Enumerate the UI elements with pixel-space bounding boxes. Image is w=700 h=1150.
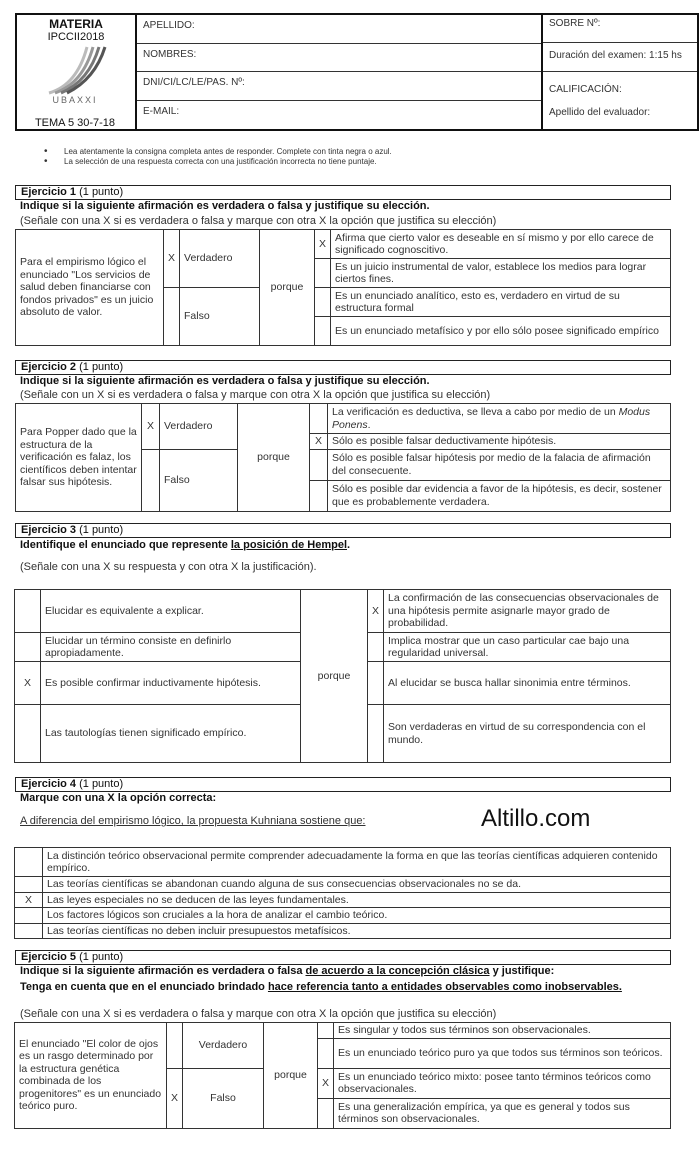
option-mark-box[interactable]: [15, 877, 43, 893]
option-mark-box[interactable]: X: [15, 892, 43, 908]
exercise-2-table: [15, 403, 671, 512]
option-text: Las teorías científicas se abandonan cuando alguna de sus consecuencias observacionales no se da.: [43, 877, 671, 893]
justification-text: Al elucidar se busca hallar sinonimia entre términos.: [384, 662, 671, 705]
dni-field[interactable]: DNI/CI/LC/LE/PAS. Nº:: [137, 72, 541, 101]
answer-mark-box[interactable]: [15, 705, 41, 763]
ubaxxi-logo-icon: [47, 45, 107, 95]
exercise-3-table: [14, 589, 671, 763]
option-mark-box[interactable]: X: [310, 434, 328, 450]
answer-text: Elucidar un término consiste en definirlo apropiadamente.: [41, 633, 301, 662]
option-text: Sólo es posible falsar hipótesis por medio de la falacia de afirmación del consecuente.: [328, 449, 671, 480]
instruction-item: • Lea atentamente la consigna completa antes de responder. Complete con tinta negra o azul.: [44, 147, 392, 157]
option-text: Las leyes especiales no se deducen de las leyes fundamentales.: [43, 892, 671, 908]
option-mark-box[interactable]: [310, 404, 328, 434]
duracion-label: Duración del examen: 1:15 hs: [543, 43, 697, 72]
exercise-number: Ejercicio 5: [21, 951, 77, 963]
exercise-4-table: [14, 847, 671, 939]
instruction-underlined: la posición de Hempel: [230, 539, 348, 551]
instruction-text: Indique si la siguiente afirmación es verdadera o falsa: [20, 965, 306, 977]
answer-text: Las tautologías tienen significado empírico.: [41, 705, 301, 763]
exercise-points: (1 punto): [76, 186, 124, 198]
option-text: La distinción teórico observacional permite comprender adecuadamente la forma en que las teorías científicas adquieren contenido empírico.: [43, 848, 671, 877]
exercise-points: (1 punto): [76, 524, 124, 536]
materia-code: IPCCII2018: [47, 31, 105, 43]
instruction-text: Tenga en cuenta que en el enunciado brindado: [20, 981, 268, 993]
justification-mark-box[interactable]: [368, 633, 384, 662]
true-mark-box[interactable]: [167, 1023, 183, 1069]
option-mark-box[interactable]: [315, 288, 331, 317]
option-text: Las teorías científicas no deben incluir presupuestos metafísicos.: [43, 923, 671, 939]
true-mark-box[interactable]: X: [164, 230, 180, 288]
exercise-3-title: [15, 523, 671, 538]
exercise-1-title: [15, 185, 671, 200]
exercise-5-subinstruction: (Señale con una X si es verdadera o falsa y marque con otra X la opción que justifica su elección): [20, 1008, 497, 1020]
option-mark-box[interactable]: [315, 259, 331, 288]
answer-text: Es posible confirmar inductivamente hipótesis.: [41, 662, 301, 705]
materia-label: MATERIA: [49, 17, 103, 31]
option-text: Es un juicio instrumental de valor, establece los medios para lograr ciertos fines.: [331, 259, 671, 288]
answer-text: Elucidar es equivalente a explicar.: [41, 590, 301, 633]
exercise-5-table: [14, 1022, 671, 1129]
instruction-text: .: [347, 539, 351, 551]
option-text: Es un enunciado metafísico y por ello sólo posee significado empírico: [331, 317, 671, 346]
porque-label: porque: [264, 1023, 318, 1129]
justification-text: Son verdaderas en virtud de su correspondencia con el mundo.: [384, 705, 671, 763]
false-label: Falso: [160, 449, 238, 511]
option-mark-box[interactable]: [318, 1098, 334, 1128]
statement: Para Popper dado que la estructura de la verificación es falaz, los científicos deben intentar falsar sus hipótesis.: [16, 404, 142, 512]
instruction-text: y justifique:: [489, 965, 555, 977]
option-mark-box[interactable]: [310, 480, 328, 511]
watermark: Altillo.com: [481, 805, 591, 832]
statement: El enunciado "El color de ojos es un rasgo determinado por la estructura genética combinada de los progenitores" es un enunciado teórico puro.: [15, 1023, 167, 1129]
answer-mark-box[interactable]: [15, 590, 41, 633]
exercise-points: (1 punto): [76, 778, 124, 790]
porque-label: porque: [301, 590, 368, 763]
exercise-4-instruction: Marque con una X la opción correcta:: [20, 792, 217, 804]
exercise-number: Ejercicio 1: [21, 186, 77, 198]
exercise-1-instruction: Indique si la siguiente afirmación es verdadera o falsa y justifique su elección.: [20, 200, 430, 212]
instruction-item: • La selección de una respuesta correcta con una justificación incorrecta no tiene puntaje.: [44, 157, 392, 167]
exercise-number: Ejercicio 3: [21, 524, 77, 536]
exam-info: [543, 15, 697, 129]
option-text: Es singular y todos sus términos son observacionales.: [334, 1023, 671, 1039]
exercise-2-subinstruction: (Señale con un X si es verdadera o falsa y marque con otra X la opción que justifica su elección): [20, 389, 491, 401]
true-label: Verdadero: [180, 230, 260, 288]
option-text: [328, 404, 671, 434]
justification-text: Implica mostrar que un caso particular cae bajo una regularidad universal.: [384, 633, 671, 662]
false-mark-box[interactable]: [142, 449, 160, 511]
exercise-number: Ejercicio 4: [21, 778, 77, 790]
option-text-main: La verificación es deductiva, se lleva a cabo por medio de un: [332, 406, 619, 418]
email-field[interactable]: E-MAIL:: [143, 105, 180, 117]
true-mark-box[interactable]: X: [142, 404, 160, 450]
true-label: Verdadero: [183, 1023, 264, 1069]
instruction-text: Identifique el enunciado que represente: [20, 539, 231, 551]
option-text: Sólo es posible falsar deductivamente hipótesis.: [328, 434, 671, 450]
nombres-field[interactable]: NOMBRES:: [137, 44, 541, 73]
option-text: Es un enunciado teórico puro ya que todos sus términos son teóricos.: [334, 1038, 671, 1068]
option-text: Los factores lógicos son cruciales a la hora de analizar el cambio teórico.: [43, 908, 671, 924]
exercise-4-title: [15, 777, 671, 792]
exercise-4-question: A diferencia del empirismo lógico, la propuesta Kuhniana sostiene que:: [20, 815, 366, 827]
porque-label: porque: [238, 404, 310, 512]
exercise-3-instruction: [20, 539, 350, 551]
option-mark-box[interactable]: [15, 848, 43, 877]
option-text: Afirma que cierto valor es deseable en sí mismo y por ello carece de significado cognoscitivo.: [331, 230, 671, 259]
option-mark-box[interactable]: [15, 908, 43, 924]
option-mark-box[interactable]: [310, 449, 328, 480]
logo-text: UBAXXI: [52, 95, 98, 105]
instruction-underlined: hace referencia tanto a entidades observables como inobservables.: [267, 981, 622, 993]
answer-mark-box[interactable]: [15, 633, 41, 662]
student-fields: [137, 15, 543, 129]
justification-mark-box[interactable]: X: [368, 590, 384, 633]
false-label: Falso: [183, 1068, 264, 1128]
instructions-list: [44, 147, 392, 167]
option-text: Sólo es posible dar evidencia a favor de la hipótesis, es decir, sostener que es probablemente verdadera.: [328, 480, 671, 511]
false-mark-box[interactable]: X: [167, 1068, 183, 1128]
evaluador-field[interactable]: Apellido del evaluador:: [549, 107, 651, 118]
exercise-2-title: [15, 360, 671, 375]
exercise-1-subinstruction: (Señale con una X si es verdadera o falsa y marque con otra X la opción que justifica su elección): [20, 215, 497, 227]
exercise-5-title: [15, 950, 671, 965]
false-label: Falso: [180, 288, 260, 346]
justification-mark-box[interactable]: [368, 662, 384, 705]
statement: Para el empirismo lógico el enunciado "Los servicios de salud deben financiarse con fondos privados" es un juicio absoluto de valor.: [16, 230, 164, 346]
exercise-points: (1 punto): [76, 361, 124, 373]
exercise-5-instruction: [20, 965, 554, 977]
option-text-italic: Modus Ponens: [332, 406, 651, 431]
tema-label: TEMA 5 30-7-18: [34, 117, 116, 129]
exercise-3-subinstruction: (Señale con una X su respuesta y con otra X la justificación).: [20, 561, 317, 573]
option-text: Es un enunciado teórico mixto: posee tanto términos teóricos como observacionales.: [334, 1068, 671, 1098]
option-text: Es un enunciado analítico, esto es, verdadero en virtud de su estructura formal: [331, 288, 671, 317]
exercise-points: (1 punto): [76, 951, 124, 963]
exercise-1-table: [15, 229, 671, 346]
justification-text: La confirmación de las consecuencias observacionales de una hipótesis permite asignarle mayor grado de probabilidad.: [384, 590, 671, 633]
exercise-number: Ejercicio 2: [21, 361, 77, 373]
instruction-underlined: de acuerdo a la concepción clásica: [305, 965, 490, 977]
option-mark-box[interactable]: X: [318, 1068, 334, 1098]
calificacion-field[interactable]: CALIFICACIÓN:: [549, 84, 622, 95]
option-text: Es una generalización empírica, ya que es general y todos sus términos son observacionales.: [334, 1098, 671, 1128]
option-mark-box[interactable]: [15, 923, 43, 939]
exercise-5-instruction-2: [20, 980, 671, 994]
apellido-field[interactable]: APELLIDO:: [137, 15, 541, 44]
subject-box: [17, 15, 137, 129]
option-mark-box[interactable]: [318, 1023, 334, 1039]
answer-mark-box[interactable]: X: [15, 662, 41, 705]
option-mark-box[interactable]: X: [315, 230, 331, 259]
false-mark-box[interactable]: [164, 288, 180, 346]
option-mark-box[interactable]: [315, 317, 331, 346]
option-text-tail: .: [367, 418, 371, 431]
sobre-field[interactable]: SOBRE Nº:: [543, 15, 697, 43]
exercise-2-instruction: Indique si la siguiente afirmación es verdadera o falsa y justifique su elección.: [20, 375, 430, 387]
exam-header: [15, 13, 699, 131]
porque-label: porque: [260, 230, 315, 346]
option-mark-box[interactable]: [318, 1038, 334, 1068]
true-label: Verdadero: [160, 404, 238, 450]
justification-mark-box[interactable]: [368, 705, 384, 763]
